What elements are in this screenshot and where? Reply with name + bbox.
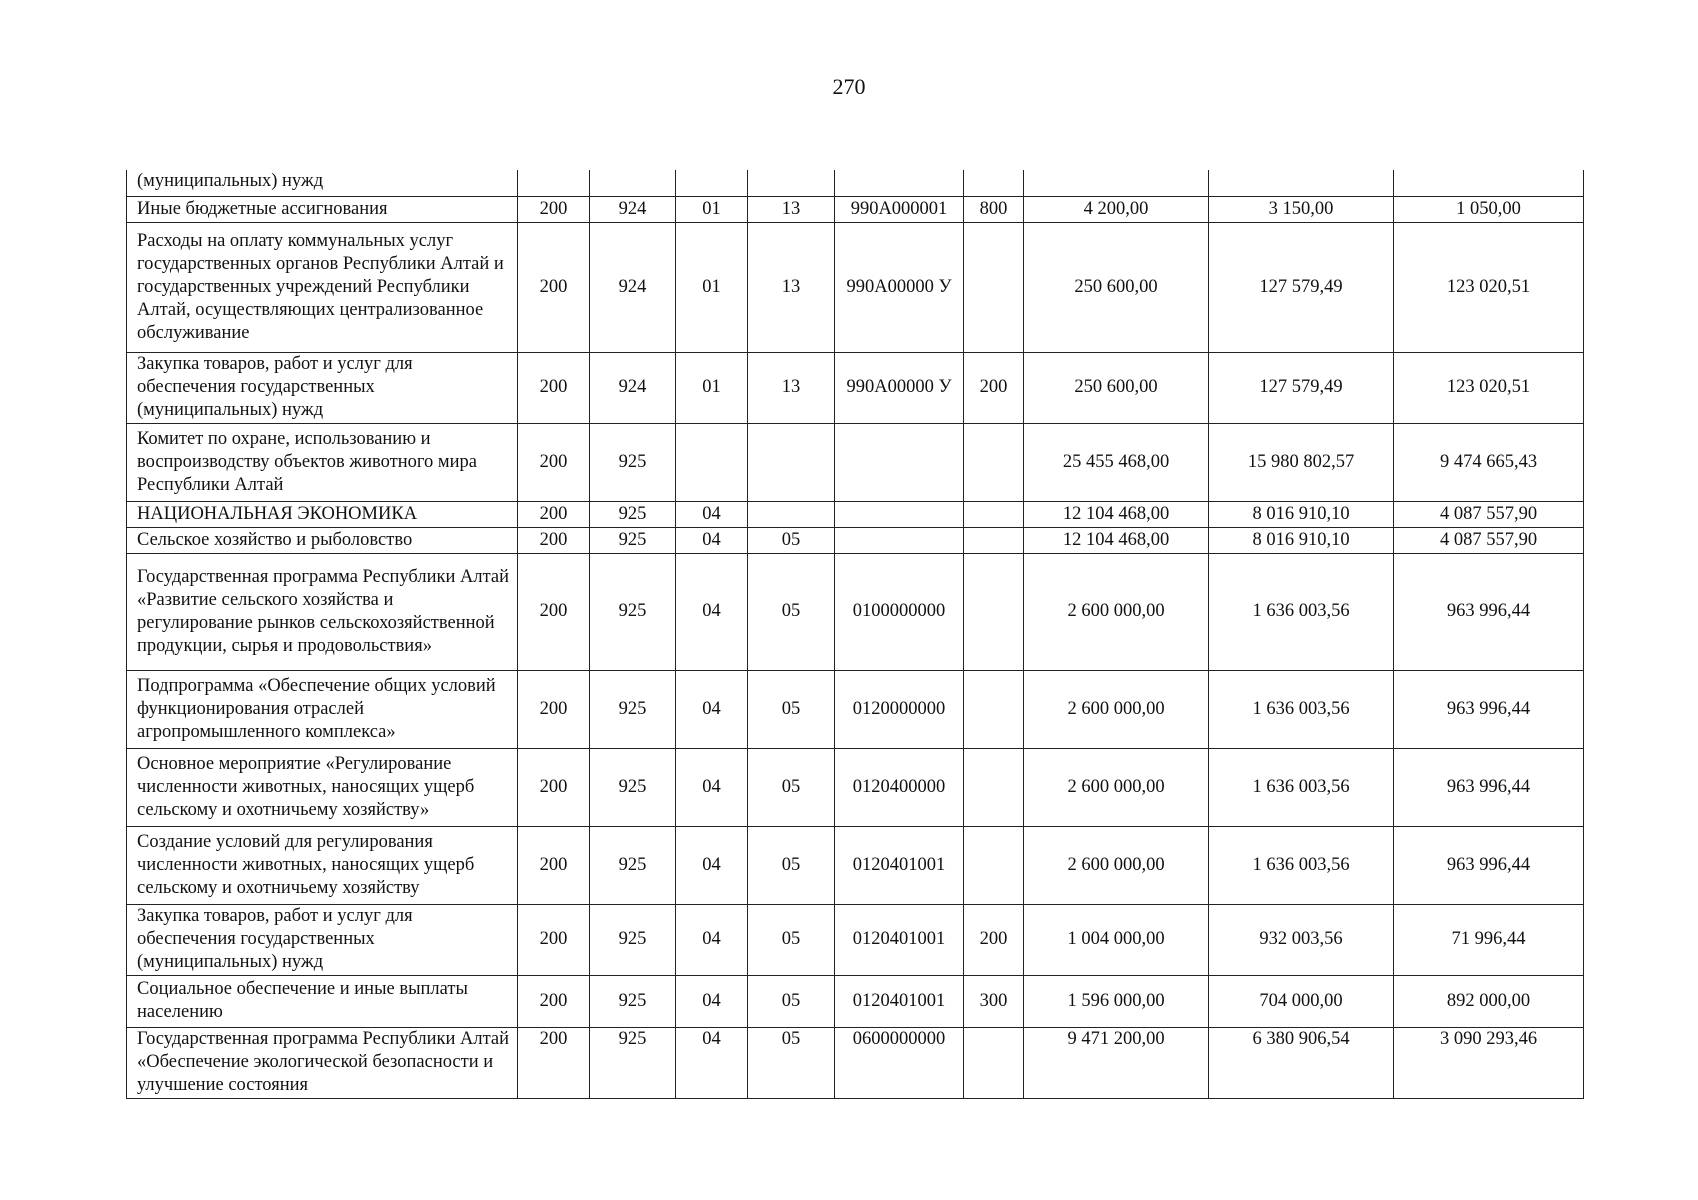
target-article-cell: 0120401001 <box>835 904 964 975</box>
subdivision-code-cell: 05 <box>748 553 835 670</box>
target-article-cell <box>835 170 964 196</box>
planned-amount-cell: 25 455 468,00 <box>1024 423 1209 501</box>
section-code-cell: 200 <box>518 352 590 423</box>
division-code-cell: 01 <box>676 352 748 423</box>
row-name-cell: Государственная программа Республики Алтай «Обеспечение экологической безопасности и улучшение состояния <box>127 1027 518 1098</box>
division-code-cell: 04 <box>676 904 748 975</box>
expense-type-cell <box>964 748 1024 826</box>
target-article-cell <box>835 501 964 527</box>
section-code-cell: 200 <box>518 1027 590 1098</box>
budget-table <box>126 170 1584 1099</box>
expense-type-cell: 200 <box>964 904 1024 975</box>
division-code-cell: 04 <box>676 826 748 904</box>
subdivision-code-cell <box>748 501 835 527</box>
section-code-cell: 200 <box>518 196 590 222</box>
division-code-cell: 04 <box>676 553 748 670</box>
division-code-cell: 04 <box>676 1027 748 1098</box>
ministry-code-cell: 925 <box>590 1027 676 1098</box>
planned-amount-cell: 12 104 468,00 <box>1024 527 1209 553</box>
row-name-cell: Создание условий для регулирования численности животных, наносящих ущерб сельскому и охотничьему хозяйству <box>127 826 518 904</box>
section-code-cell: 200 <box>518 501 590 527</box>
planned-amount-cell: 1 004 000,00 <box>1024 904 1209 975</box>
remaining-amount-cell: 963 996,44 <box>1394 748 1584 826</box>
row-name-cell: Расходы на оплату коммунальных услуг государственных органов Республики Алтай и государственных учреждений Республики Алтай, осуществляющих централизованное обслуживание <box>127 222 518 352</box>
remaining-amount-cell: 892 000,00 <box>1394 975 1584 1027</box>
table-row <box>127 527 1584 553</box>
expense-type-cell <box>964 170 1024 196</box>
planned-amount-cell: 2 600 000,00 <box>1024 748 1209 826</box>
section-code-cell: 200 <box>518 975 590 1027</box>
ministry-code-cell: 925 <box>590 975 676 1027</box>
table-row <box>127 423 1584 501</box>
division-code-cell <box>676 170 748 196</box>
table-row <box>127 1027 1584 1098</box>
remaining-amount-cell <box>1394 170 1584 196</box>
ministry-code-cell: 924 <box>590 222 676 352</box>
subdivision-code-cell <box>748 423 835 501</box>
planned-amount-cell: 2 600 000,00 <box>1024 553 1209 670</box>
subdivision-code-cell: 05 <box>748 748 835 826</box>
subdivision-code-cell: 13 <box>748 222 835 352</box>
expense-type-cell <box>964 1027 1024 1098</box>
ministry-code-cell: 924 <box>590 352 676 423</box>
expense-type-cell <box>964 423 1024 501</box>
target-article-cell <box>835 527 964 553</box>
target-article-cell: 990А00000 У <box>835 352 964 423</box>
section-code-cell <box>518 170 590 196</box>
executed-amount-cell: 1 636 003,56 <box>1209 748 1394 826</box>
target-article-cell: 0120401001 <box>835 975 964 1027</box>
row-name-cell: Иные бюджетные ассигнования <box>127 196 518 222</box>
executed-amount-cell: 1 636 003,56 <box>1209 670 1394 748</box>
expense-type-cell <box>964 826 1024 904</box>
table-row <box>127 826 1584 904</box>
remaining-amount-cell: 71 996,44 <box>1394 904 1584 975</box>
remaining-amount-cell: 123 020,51 <box>1394 352 1584 423</box>
target-article-cell: 990А00000 У <box>835 222 964 352</box>
executed-amount-cell: 3 150,00 <box>1209 196 1394 222</box>
subdivision-code-cell: 05 <box>748 527 835 553</box>
row-name-cell: Основное мероприятие «Регулирование численности животных, наносящих ущерб сельскому и охотничьему хозяйству» <box>127 748 518 826</box>
remaining-amount-cell: 9 474 665,43 <box>1394 423 1584 501</box>
division-code-cell: 04 <box>676 501 748 527</box>
remaining-amount-cell: 3 090 293,46 <box>1394 1027 1584 1098</box>
section-code-cell: 200 <box>518 222 590 352</box>
ministry-code-cell: 925 <box>590 527 676 553</box>
planned-amount-cell: 2 600 000,00 <box>1024 826 1209 904</box>
target-article-cell: 990А000001 <box>835 196 964 222</box>
expense-type-cell: 800 <box>964 196 1024 222</box>
ministry-code-cell: 925 <box>590 553 676 670</box>
planned-amount-cell: 250 600,00 <box>1024 352 1209 423</box>
expense-type-cell <box>964 222 1024 352</box>
executed-amount-cell <box>1209 170 1394 196</box>
row-name-cell: Сельское хозяйство и рыболовство <box>127 527 518 553</box>
planned-amount-cell: 4 200,00 <box>1024 196 1209 222</box>
section-code-cell: 200 <box>518 904 590 975</box>
executed-amount-cell: 127 579,49 <box>1209 352 1394 423</box>
planned-amount-cell: 9 471 200,00 <box>1024 1027 1209 1098</box>
remaining-amount-cell: 123 020,51 <box>1394 222 1584 352</box>
remaining-amount-cell: 1 050,00 <box>1394 196 1584 222</box>
ministry-code-cell: 925 <box>590 501 676 527</box>
remaining-amount-cell: 963 996,44 <box>1394 553 1584 670</box>
row-name-cell: Закупка товаров, работ и услуг для обеспечения государственных (муниципальных) нужд <box>127 904 518 975</box>
section-code-cell: 200 <box>518 527 590 553</box>
executed-amount-cell: 704 000,00 <box>1209 975 1394 1027</box>
division-code-cell: 04 <box>676 670 748 748</box>
expense-type-cell: 300 <box>964 975 1024 1027</box>
row-name-cell: Закупка товаров, работ и услуг для обеспечения государственных (муниципальных) нужд <box>127 352 518 423</box>
remaining-amount-cell: 963 996,44 <box>1394 826 1584 904</box>
target-article-cell: 0100000000 <box>835 553 964 670</box>
division-code-cell: 04 <box>676 975 748 1027</box>
expense-type-cell <box>964 501 1024 527</box>
subdivision-code-cell <box>748 170 835 196</box>
table-row <box>127 222 1584 352</box>
ministry-code-cell: 925 <box>590 423 676 501</box>
subdivision-code-cell: 05 <box>748 826 835 904</box>
remaining-amount-cell: 963 996,44 <box>1394 670 1584 748</box>
expense-type-cell <box>964 670 1024 748</box>
ministry-code-cell: 924 <box>590 196 676 222</box>
row-name-cell: Комитет по охране, использованию и воспроизводству объектов животного мира Республики Алтай <box>127 423 518 501</box>
subdivision-code-cell: 05 <box>748 975 835 1027</box>
target-article-cell: 0600000000 <box>835 1027 964 1098</box>
table-row <box>127 670 1584 748</box>
section-code-cell: 200 <box>518 748 590 826</box>
row-name-cell: Социальное обеспечение и иные выплаты населению <box>127 975 518 1027</box>
planned-amount-cell: 2 600 000,00 <box>1024 670 1209 748</box>
executed-amount-cell: 8 016 910,10 <box>1209 527 1394 553</box>
row-name-cell: НАЦИОНАЛЬНАЯ ЭКОНОМИКА <box>127 501 518 527</box>
expense-type-cell <box>964 553 1024 670</box>
target-article-cell: 0120400000 <box>835 748 964 826</box>
executed-amount-cell: 1 636 003,56 <box>1209 553 1394 670</box>
section-code-cell: 200 <box>518 670 590 748</box>
row-name-cell: (муниципальных) нужд <box>127 170 518 196</box>
table-row <box>127 904 1584 975</box>
division-code-cell <box>676 423 748 501</box>
executed-amount-cell: 15 980 802,57 <box>1209 423 1394 501</box>
expense-type-cell: 200 <box>964 352 1024 423</box>
table-row <box>127 196 1584 222</box>
target-article-cell <box>835 423 964 501</box>
ministry-code-cell: 925 <box>590 748 676 826</box>
executed-amount-cell: 1 636 003,56 <box>1209 826 1394 904</box>
ministry-code-cell: 925 <box>590 826 676 904</box>
target-article-cell: 0120000000 <box>835 670 964 748</box>
row-name-cell: Государственная программа Республики Алтай «Развитие сельского хозяйства и регулирование рынков сельскохозяйственной продукции, сырья и продовольствия» <box>127 553 518 670</box>
division-code-cell: 01 <box>676 196 748 222</box>
ministry-code-cell: 925 <box>590 670 676 748</box>
remaining-amount-cell: 4 087 557,90 <box>1394 527 1584 553</box>
subdivision-code-cell: 05 <box>748 904 835 975</box>
subdivision-code-cell: 05 <box>748 1027 835 1098</box>
division-code-cell: 04 <box>676 748 748 826</box>
executed-amount-cell: 8 016 910,10 <box>1209 501 1394 527</box>
section-code-cell: 200 <box>518 423 590 501</box>
page-number: 270 <box>832 74 866 99</box>
planned-amount-cell: 250 600,00 <box>1024 222 1209 352</box>
ministry-code-cell <box>590 170 676 196</box>
table-row <box>127 501 1584 527</box>
ministry-code-cell: 925 <box>590 904 676 975</box>
subdivision-code-cell: 13 <box>748 352 835 423</box>
remaining-amount-cell: 4 087 557,90 <box>1394 501 1584 527</box>
table-row <box>127 553 1584 670</box>
table-row <box>127 170 1584 196</box>
executed-amount-cell: 6 380 906,54 <box>1209 1027 1394 1098</box>
expense-type-cell <box>964 527 1024 553</box>
planned-amount-cell <box>1024 170 1209 196</box>
section-code-cell: 200 <box>518 553 590 670</box>
section-code-cell: 200 <box>518 826 590 904</box>
division-code-cell: 04 <box>676 527 748 553</box>
division-code-cell: 01 <box>676 222 748 352</box>
planned-amount-cell: 12 104 468,00 <box>1024 501 1209 527</box>
planned-amount-cell: 1 596 000,00 <box>1024 975 1209 1027</box>
subdivision-code-cell: 05 <box>748 670 835 748</box>
target-article-cell: 0120401001 <box>835 826 964 904</box>
executed-amount-cell: 932 003,56 <box>1209 904 1394 975</box>
table-row <box>127 975 1584 1027</box>
executed-amount-cell: 127 579,49 <box>1209 222 1394 352</box>
row-name-cell: Подпрограмма «Обеспечение общих условий функционирования отраслей агропромышленного комплекса» <box>127 670 518 748</box>
table-row <box>127 352 1584 423</box>
subdivision-code-cell: 13 <box>748 196 835 222</box>
table-row <box>127 748 1584 826</box>
